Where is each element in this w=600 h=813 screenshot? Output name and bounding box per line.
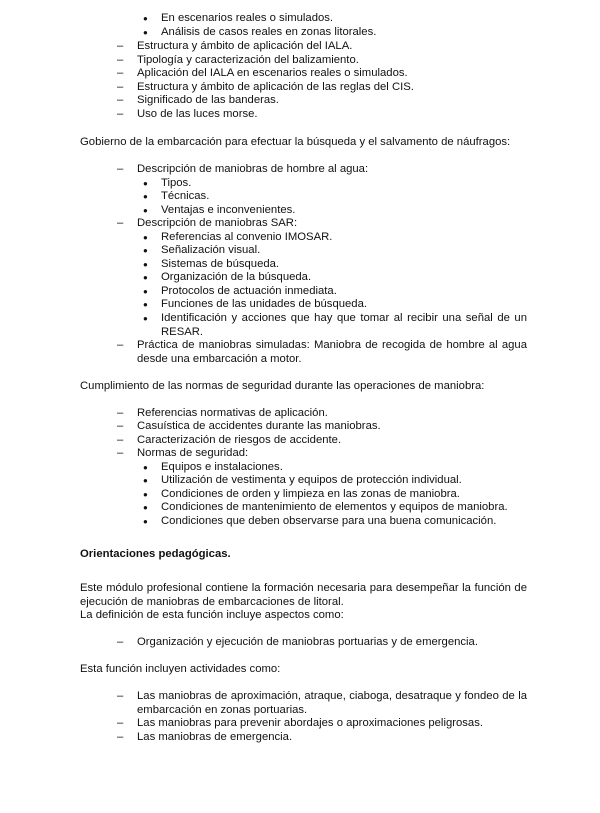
list-item: Sistemas de búsqueda. xyxy=(161,258,280,270)
list-item: Organización y ejecución de maniobras portuarias y de emergencia. xyxy=(137,636,478,648)
list-item: Referencias normativas de aplicación. xyxy=(137,407,328,419)
list-item: Protocolos de actuación inmediata. xyxy=(161,285,337,297)
paragraph: Este módulo profesional contiene la formación necesaria para desempeñar la función de ejecución de maniobras de embarcaciones de litoral. xyxy=(80,582,527,608)
dash-marker: – xyxy=(117,81,124,93)
dash-marker: – xyxy=(117,690,124,702)
list-item: Normas de seguridad: xyxy=(137,447,249,459)
dash-marker: – xyxy=(117,67,124,79)
dash-marker: – xyxy=(117,54,124,66)
list-item: Ventajas e inconvenientes. xyxy=(161,204,296,216)
dash-marker: – xyxy=(117,447,124,459)
bullet-marker: ● xyxy=(143,314,148,323)
list-item: Aplicación del IALA en escenarios reales o simulados. xyxy=(137,67,408,79)
list-item: Las maniobras para prevenir abordajes o aproximaciones peligrosas. xyxy=(137,717,484,729)
list-item: Técnicas. xyxy=(161,190,210,202)
list-item: Tipos. xyxy=(161,177,192,189)
bullet-marker: ● xyxy=(143,273,148,282)
list-item: Caracterización de riesgos de accidente. xyxy=(137,434,342,446)
list-item: Casuística de accidentes durante las maniobras. xyxy=(137,420,381,432)
list-item: Descripción de maniobras SAR: xyxy=(137,217,298,229)
list-item: Referencias al convenio IMOSAR. xyxy=(161,231,333,243)
bullet-marker: ● xyxy=(143,517,148,526)
section-title: Orientaciones pedagógicas. xyxy=(80,548,231,560)
list-item: Las maniobras de aproximación, atraque, ciaboga, desatraque y fondeo de la embarcación en zonas portuarias. xyxy=(137,690,527,716)
section-heading: Gobierno de la embarcación para efectuar la búsqueda y el salvamento de náufragos: xyxy=(80,136,511,148)
dash-marker: – xyxy=(117,420,124,432)
bullet-marker: ● xyxy=(143,300,148,309)
dash-marker: – xyxy=(117,407,124,419)
list-item: Funciones de las unidades de búsqueda. xyxy=(161,298,368,310)
list-item: Descripción de maniobras de hombre al agua: xyxy=(137,163,369,175)
list-item: Utilización de vestimenta y equipos de protección individual. xyxy=(161,474,462,486)
paragraph: Esta función incluyen actividades como: xyxy=(80,663,281,675)
list-item: Uso de las luces morse. xyxy=(137,108,258,120)
dash-marker: – xyxy=(117,40,124,52)
list-item: Estructura y ámbito de aplicación del IALA. xyxy=(137,40,353,52)
list-item: Análisis de casos reales en zonas litorales. xyxy=(161,26,377,38)
section-heading: Cumplimiento de las normas de seguridad durante las operaciones de maniobra: xyxy=(80,380,485,392)
list-item: Significado de las banderas. xyxy=(137,94,279,106)
bullet-marker: ● xyxy=(143,287,148,296)
list-item: Las maniobras de emergencia. xyxy=(137,731,293,743)
bullet-marker: ● xyxy=(143,192,148,201)
bullet-marker: ● xyxy=(143,490,148,499)
bullet-marker: ● xyxy=(143,260,148,269)
paragraph: La definición de esta función incluye aspectos como: xyxy=(80,609,344,621)
list-item: Estructura y ámbito de aplicación de las reglas del CIS. xyxy=(137,81,414,93)
list-item: Señalización visual. xyxy=(161,244,261,256)
list-item: Identificación y acciones que hay que tomar al recibir una señal de un RESAR. xyxy=(161,312,527,338)
list-item: Práctica de maniobras simuladas: Maniobra de recogida de hombre al agua desde una embarcación a motor. xyxy=(137,339,527,365)
list-item: Equipos e instalaciones. xyxy=(161,461,283,473)
dash-marker: – xyxy=(117,636,124,648)
bullet-marker: ● xyxy=(143,206,148,215)
dash-marker: – xyxy=(117,339,124,351)
dash-marker: – xyxy=(117,108,124,120)
bullet-marker: ● xyxy=(143,14,148,23)
bullet-marker: ● xyxy=(143,463,148,472)
bullet-marker: ● xyxy=(143,476,148,485)
dash-marker: – xyxy=(117,217,124,229)
list-item: Organización de la búsqueda. xyxy=(161,271,312,283)
list-item: Condiciones de orden y limpieza en las zonas de maniobra. xyxy=(161,488,460,500)
bullet-marker: ● xyxy=(143,179,148,188)
dash-marker: – xyxy=(117,163,124,175)
dash-marker: – xyxy=(117,731,124,743)
list-item: Condiciones que deben observarse para una buena comunicación. xyxy=(161,515,497,527)
dash-marker: – xyxy=(117,94,124,106)
bullet-marker: ● xyxy=(143,233,148,242)
bullet-marker: ● xyxy=(143,246,148,255)
bullet-marker: ● xyxy=(143,28,148,37)
list-item: En escenarios reales o simulados. xyxy=(161,12,334,24)
list-item: Condiciones de mantenimiento de elementos y equipos de maniobra. xyxy=(161,501,508,513)
list-item: Tipología y caracterización del balizamiento. xyxy=(137,54,359,66)
dash-marker: – xyxy=(117,717,124,729)
bullet-marker: ● xyxy=(143,503,148,512)
dash-marker: – xyxy=(117,434,124,446)
